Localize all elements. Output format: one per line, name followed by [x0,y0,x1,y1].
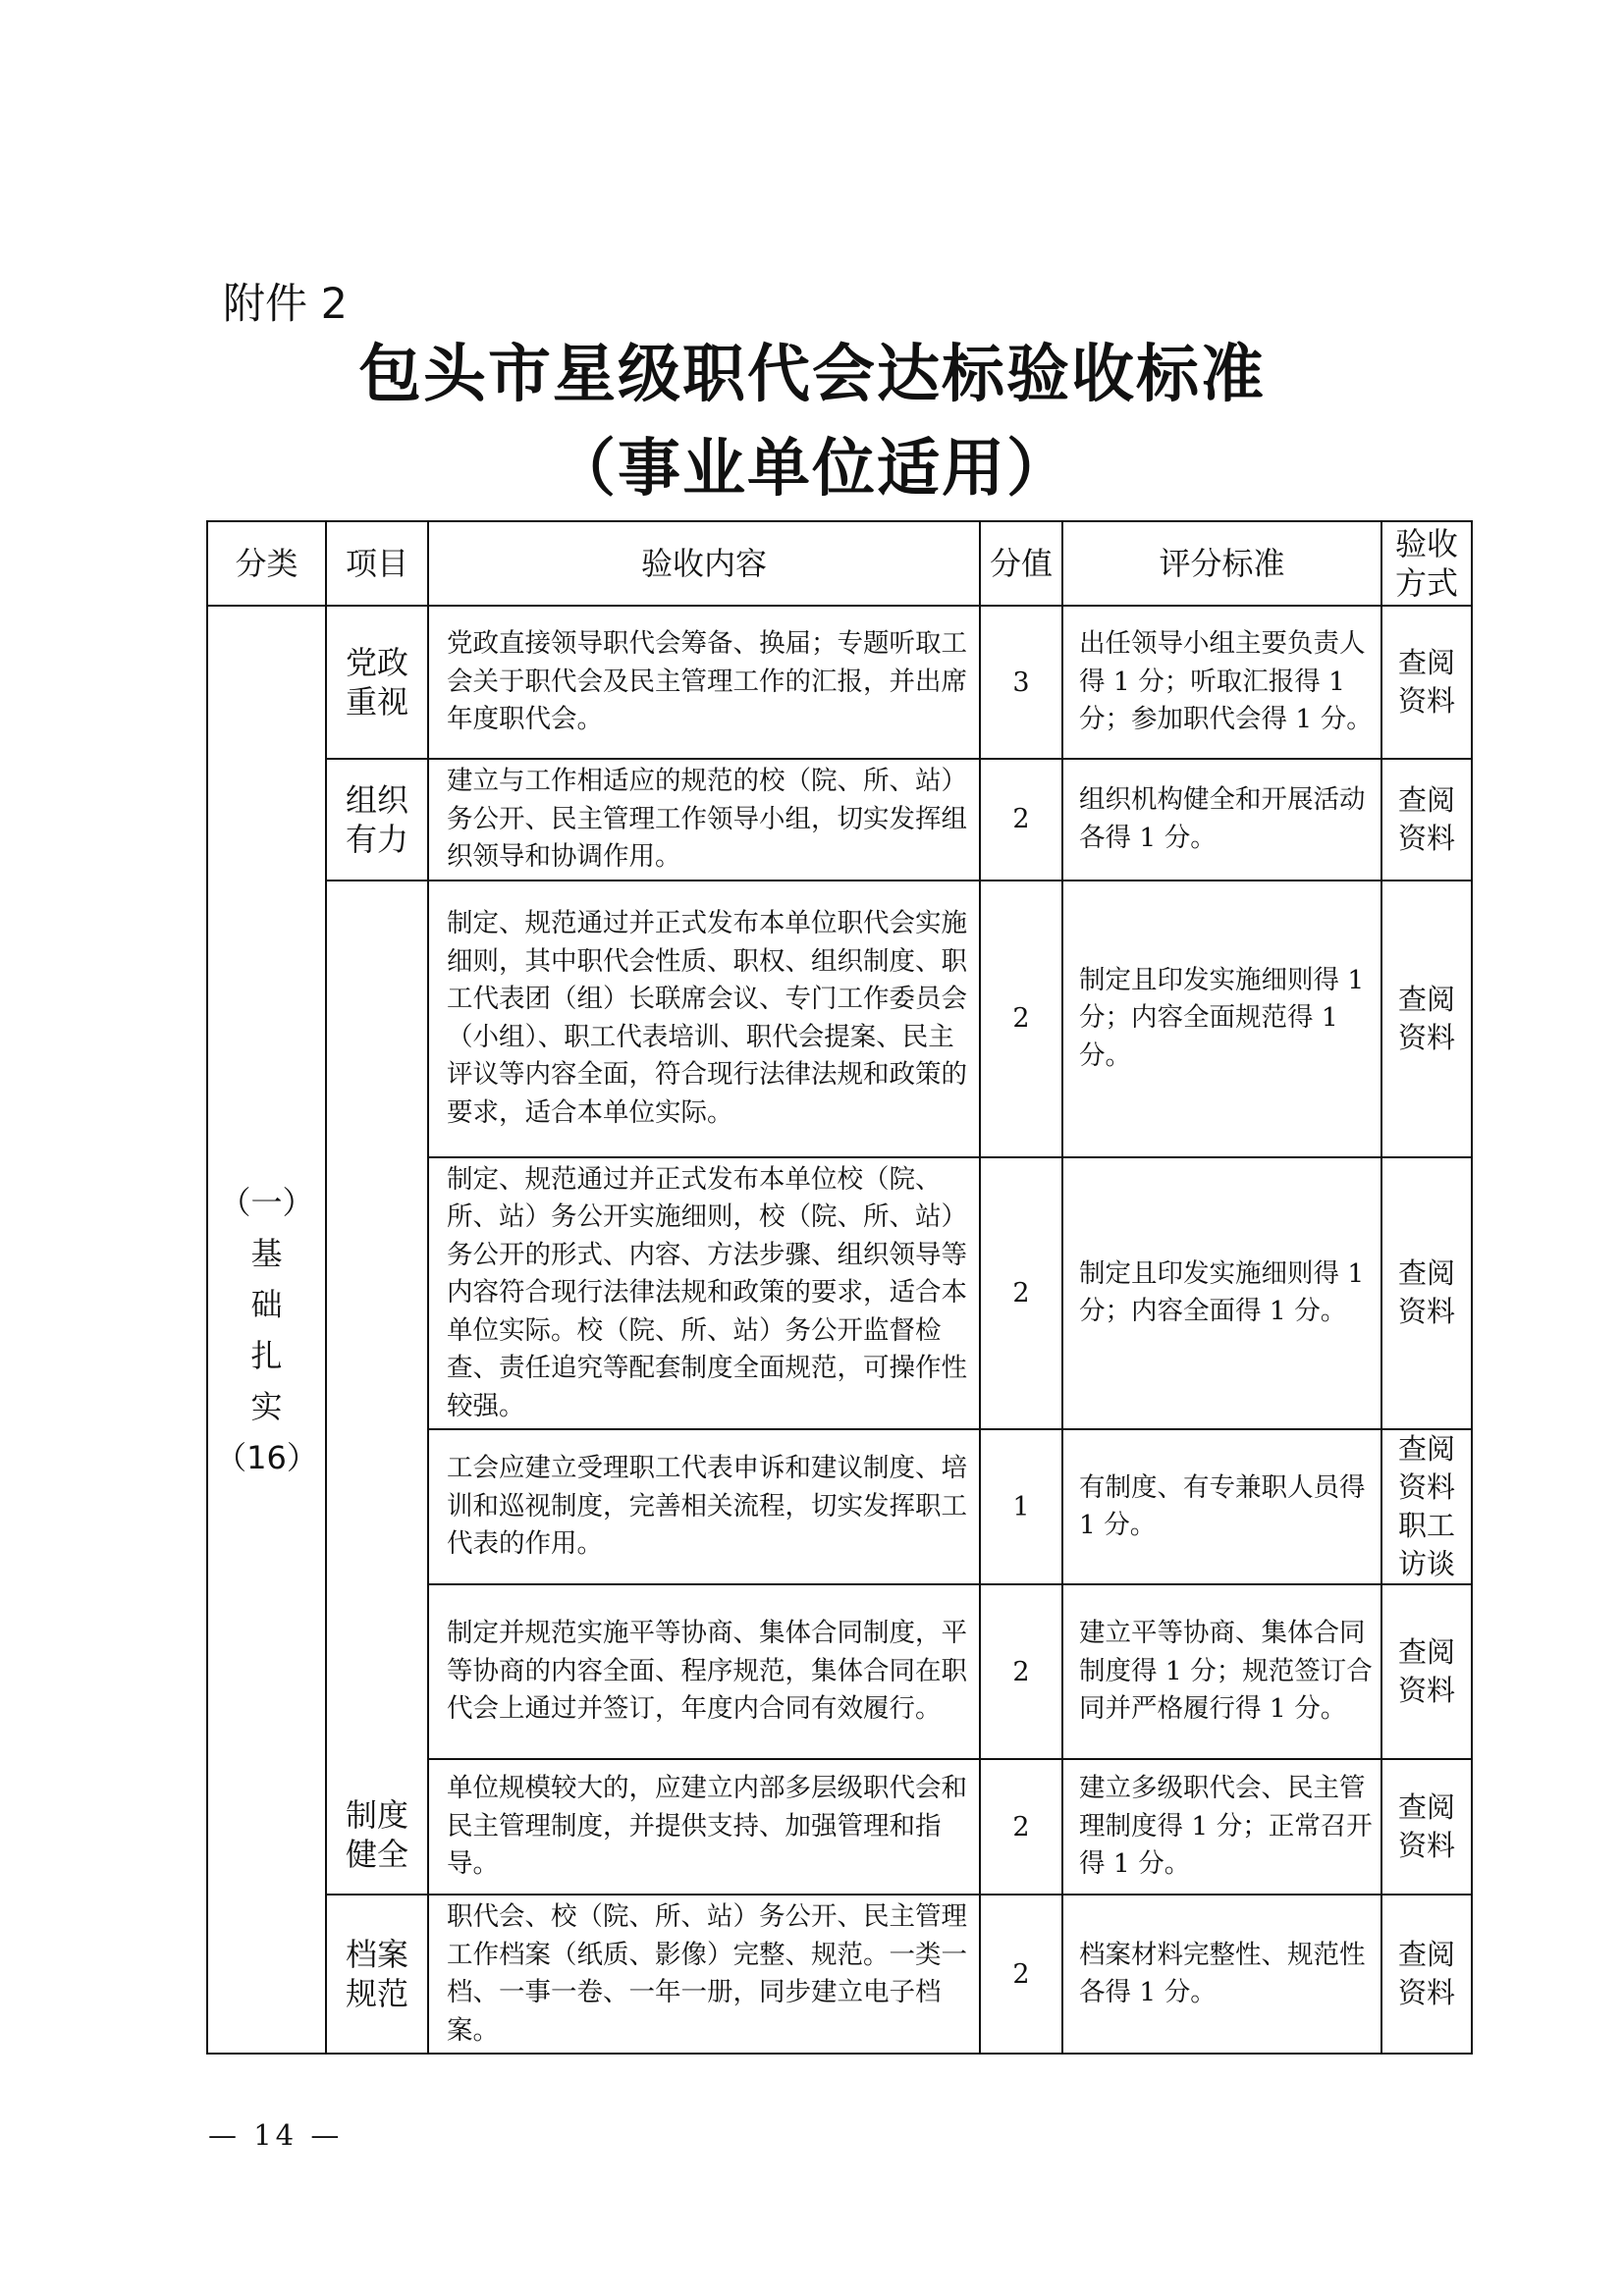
table-row [207,606,1472,759]
content-cell: 职代会、校（院、所、站）务公开、民主管理工作档案（纸质、影像）完整、规范。一类一档、一事一卷、一年一册，同步建立电子档案。 [428,1895,980,2054]
criteria-cell: 制定且印发实施细则得 1 分；内容全面得 1 分。 [1062,1157,1381,1430]
method-cell: 查阅资料 [1381,606,1472,759]
document-title: 包头市星级职代会达标验收标准 [358,339,1266,411]
category-cell [207,606,326,2054]
content-cell: 制定并规范实施平等协商、集体合同制度，平等协商的内容全面、程序规范，集体合同在职代会上通过并签订，年度内合同有效履行。 [428,1584,980,1759]
method-cell: 查阅资料 [1381,881,1472,1157]
header-score: 分值 [980,521,1062,606]
score-cell: 2 [980,1157,1062,1430]
table-header-row [207,521,1472,606]
table-row [207,1895,1472,2054]
criteria-cell: 有制度、有专兼职人员得 1 分。 [1062,1429,1381,1584]
table-row [207,759,1472,881]
content-cell: 党政直接领导职代会筹备、换届；专题听取工会关于职代会及民主管理工作的汇报，并出席年度职代会。 [428,606,980,759]
score-cell: 3 [980,606,1062,759]
content-cell: 制定、规范通过并正式发布本单位职代会实施细则，其中职代会性质、职权、组织制度、职工代表团（组）长联席会议、专门工作委员会（小组）、职工代表培训、职代会提案、民主评议等内容全面，符合现行法律法规和政策的要求，适合本单位实际。 [428,881,980,1157]
category-label: 基 [250,1234,283,1272]
score-cell: 2 [980,759,1062,881]
score-cell: 2 [980,881,1062,1157]
score-cell: 2 [980,1895,1062,2054]
criteria-cell: 档案材料完整性、规范性各得 1 分。 [1062,1895,1381,2054]
item-cell: 组织有力 [326,759,428,881]
document-subtitle: （事业单位适用） [553,433,1071,506]
content-cell: 建立与工作相适应的规范的校（院、所、站）务公开、民主管理工作领导小组，切实发挥组织领导和协调作用。 [428,759,980,881]
content-cell: 单位规模较大的，应建立内部多层级职代会和民主管理制度，并提供支持、加强管理和指导。 [428,1759,980,1895]
table-row [207,881,1472,1157]
content-cell: 制定、规范通过并正式发布本单位校（院、所、站）务公开实施细则，校（院、所、站）务公开的形式、内容、方法步骤、组织领导等内容符合现行法律法规和政策的要求，适合本单位实际。校（院、所、站）务公开监督检查、责任追究等配套制度全面规范，可操作性较强。 [428,1157,980,1430]
criteria-cell: 组织机构健全和开展活动各得 1 分。 [1062,759,1381,881]
header-content: 验收内容 [428,521,980,606]
category-label: （16） [215,1438,318,1476]
method-cell: 查阅资料 [1381,1759,1472,1895]
category-label: （一） [219,1183,314,1221]
method-cell: 查阅资料 [1381,759,1472,881]
category-label: 实 [250,1387,283,1425]
method-cell: 查阅资料 [1381,1157,1472,1430]
score-cell: 2 [980,1584,1062,1759]
header-criteria: 评分标准 [1062,521,1381,606]
category-label: 础 [250,1285,283,1323]
method-cell: 查阅资料 [1381,1895,1472,2054]
content-cell: 工会应建立受理职工代表申诉和建议制度、培训和巡视制度，完善相关流程，切实发挥职工代表的作用。 [428,1429,980,1584]
criteria-cell: 出任领导小组主要负责人得 1 分；听取汇报得 1 分；参加职代会得 1 分。 [1062,606,1381,759]
method-cell: 查阅资料 [1381,1584,1472,1759]
method-cell: 查阅资料职工访谈 [1381,1429,1472,1584]
score-cell: 1 [980,1429,1062,1584]
item-cell: 制度健全 [326,881,428,1896]
criteria-cell: 建立平等协商、集体合同制度得 1 分；规范签订合同并严格履行得 1 分。 [1062,1584,1381,1759]
header-method: 验收方式 [1381,521,1472,606]
category-label: 扎 [250,1336,283,1374]
header-item: 项目 [326,521,428,606]
criteria-cell: 制定且印发实施细则得 1 分；内容全面规范得 1 分。 [1062,881,1381,1157]
attachment-label: 附件 2 [223,280,349,329]
item-cell: 档案规范 [326,1895,428,2054]
score-cell: 2 [980,1759,1062,1895]
header-category: 分类 [207,521,326,606]
item-cell: 党政重视 [326,606,428,759]
acceptance-standard-table [206,520,1473,2055]
criteria-cell: 建立多级职代会、民主管理制度得 1 分；正常召开得 1 分。 [1062,1759,1381,1895]
page-number: — 14 — [208,2118,344,2152]
